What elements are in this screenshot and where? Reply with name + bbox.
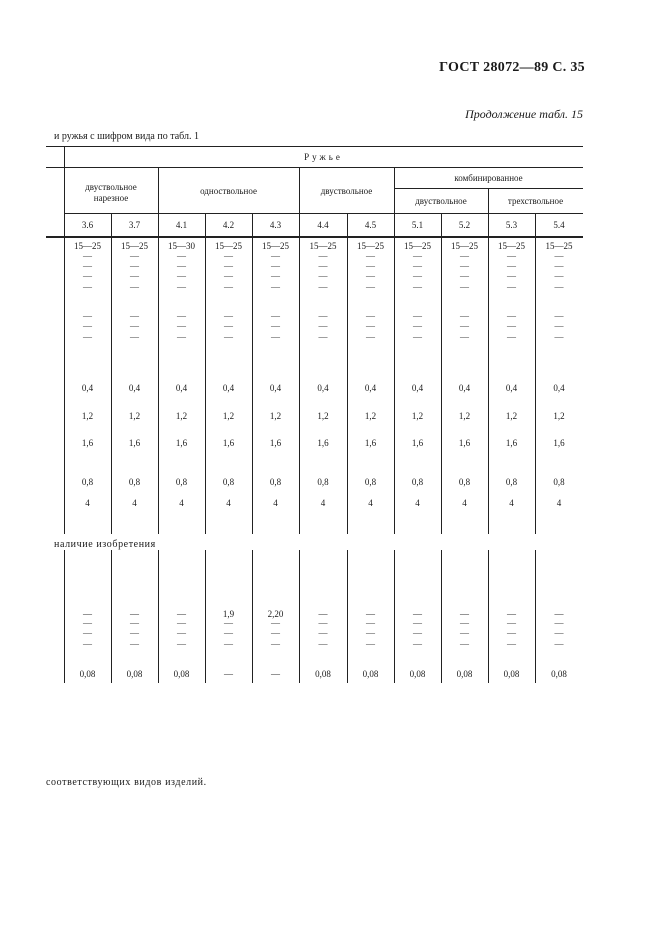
dash-cell: — xyxy=(460,271,469,281)
dash-cell: — xyxy=(507,618,516,628)
value-cell: 0,4 xyxy=(553,383,565,393)
value-cell: 1,6 xyxy=(222,438,235,448)
subgroup-label-line: трехствольное xyxy=(507,196,564,206)
value-cell: 0,4 xyxy=(175,383,188,393)
subgroup-label-line: нарезное xyxy=(93,193,129,203)
value-cell: 1,2 xyxy=(128,411,141,421)
dash-cell: — xyxy=(130,311,139,321)
table-intro-text: и ружья с шифром вида по табл. 1 xyxy=(54,131,199,142)
dash-cell: — xyxy=(318,251,328,261)
dash-cell: — xyxy=(224,628,233,638)
value-cell: 2,20 xyxy=(267,609,284,619)
dash-cell: — xyxy=(271,251,280,261)
dash-cell: — xyxy=(83,282,92,292)
value-cell: — xyxy=(83,609,92,619)
value-cell: — xyxy=(413,609,422,619)
range-cell: 15—30 xyxy=(168,241,195,251)
dash-cell: — xyxy=(177,628,186,638)
dash-cell: — xyxy=(554,271,564,281)
value-cell: — xyxy=(554,609,564,619)
dash-cell: — xyxy=(318,618,328,628)
dash-cell: — xyxy=(554,261,564,271)
dash-cell: — xyxy=(130,261,139,271)
value-cell: 4 xyxy=(273,498,278,508)
value-cell: 4 xyxy=(85,498,90,508)
dash-cell: — xyxy=(366,261,375,271)
dash-cell: — xyxy=(224,271,233,281)
column-code: 4.1 xyxy=(175,220,188,230)
dash-cell: — xyxy=(83,639,92,649)
dash-cell: — xyxy=(224,321,233,331)
value-cell: — xyxy=(460,609,469,619)
value-cell: 1,6 xyxy=(128,438,141,448)
dash-cell: — xyxy=(460,628,469,638)
dash-cell: — xyxy=(271,261,280,271)
value-cell: 4 xyxy=(368,498,373,508)
column-code: 3.6 xyxy=(81,220,94,230)
dash-cell: — xyxy=(271,311,280,321)
dash-cell: — xyxy=(130,639,139,649)
dash-cell: — xyxy=(177,618,186,628)
range-cell: 15—25 xyxy=(74,241,101,251)
dash-cell: — xyxy=(177,251,186,261)
value-cell: 1,6 xyxy=(458,438,471,448)
dash-cell: — xyxy=(507,261,516,271)
dash-cell: — xyxy=(83,332,92,342)
value-cell: 1,6 xyxy=(81,438,94,448)
dash-cell: — xyxy=(130,628,139,638)
dash-cell: — xyxy=(271,321,280,331)
dash-cell: — xyxy=(271,282,280,292)
subgroup-label-rifled xyxy=(64,182,158,204)
dash-cell: — xyxy=(554,618,564,628)
dash-cell: — xyxy=(177,271,186,281)
dash-cell: — xyxy=(83,628,92,638)
value-cell: 1,6 xyxy=(175,438,188,448)
dash-cell: — xyxy=(224,251,233,261)
dash-cell: — xyxy=(507,271,516,281)
dash-cell: — xyxy=(177,639,186,649)
dash-cell: — xyxy=(413,639,422,649)
table-continuation-caption: Продолжение табл. 15 xyxy=(465,107,583,121)
dash-cell: — xyxy=(366,321,375,331)
value-cell: 1,6 xyxy=(505,438,518,448)
dash-cell: — xyxy=(554,282,564,292)
value-cell: 0,4 xyxy=(128,383,141,393)
dash-cell: — xyxy=(460,321,469,331)
dash-cell: — xyxy=(413,271,422,281)
dash-cell: — xyxy=(366,311,375,321)
dash-cell: — xyxy=(460,332,469,342)
value-cell: 1,2 xyxy=(269,411,282,421)
subgroup-label-line: одноствольное xyxy=(200,186,257,196)
dash-cell: — xyxy=(271,271,280,281)
column-code: 4.4 xyxy=(317,220,329,230)
footer-note: соответствующих видов изделий. xyxy=(46,777,207,788)
value-cell: 0,08 xyxy=(315,669,331,679)
value-cell: 1,6 xyxy=(317,438,329,448)
subgroup-rule xyxy=(64,213,583,214)
dash-cell: — xyxy=(507,251,516,261)
range-cell: 15—25 xyxy=(357,241,384,251)
column-code: 5.2 xyxy=(458,220,471,230)
dash-cell: — xyxy=(413,618,422,628)
dash-cell: — xyxy=(83,618,92,628)
dash-cell: — xyxy=(507,639,516,649)
dash-cell: — xyxy=(366,332,375,342)
value-cell: 0,8 xyxy=(364,477,377,487)
dash-cell: — xyxy=(507,311,516,321)
dash-cell: — xyxy=(507,628,516,638)
dash-cell: — xyxy=(177,311,186,321)
dash-cell: — xyxy=(507,282,516,292)
dash-cell: — xyxy=(130,618,139,628)
range-cell: 15—25 xyxy=(545,241,573,251)
dash-cell: — xyxy=(224,282,233,292)
value-cell: 0,8 xyxy=(317,477,329,487)
dash-cell: — xyxy=(366,639,375,649)
dash-cell: — xyxy=(271,332,280,342)
range-cell: 15—25 xyxy=(121,241,148,251)
value-cell: 1,2 xyxy=(222,411,235,421)
dash-cell: — xyxy=(460,639,469,649)
dash-cell: — xyxy=(366,271,375,281)
group-header-ruzhe: Ружье xyxy=(304,152,343,162)
value-cell: 0,4 xyxy=(411,383,424,393)
page-header: ГОСТ 28072—89 С. 35 xyxy=(439,60,585,75)
dash-cell: — xyxy=(130,271,139,281)
dash-cell: — xyxy=(318,261,328,271)
value-cell: 0,4 xyxy=(317,383,329,393)
dash-cell: — xyxy=(177,261,186,271)
dash-cell: — xyxy=(413,282,422,292)
value-cell: 0,4 xyxy=(458,383,471,393)
value-cell: 1,6 xyxy=(269,438,282,448)
value-cell: 4 xyxy=(179,498,184,508)
subgroup-label-single xyxy=(158,186,299,197)
dash-cell: — xyxy=(413,261,422,271)
value-cell: 0,08 xyxy=(79,669,96,679)
dash-cell: — xyxy=(83,261,92,271)
range-cell: 15—25 xyxy=(404,241,431,251)
value-cell: 0,4 xyxy=(81,383,94,393)
dash-cell: — xyxy=(413,311,422,321)
value-cell: 0,4 xyxy=(222,383,235,393)
subgroup-label-line: двуствольное xyxy=(415,196,467,206)
dash-cell: — xyxy=(130,332,139,342)
value-cell: 0,8 xyxy=(269,477,282,487)
dash-cell: — xyxy=(413,332,422,342)
column-code: 4.5 xyxy=(364,220,377,230)
dash-cell: — xyxy=(271,618,280,628)
column-code: 5.4 xyxy=(553,220,565,230)
value-cell: 0,8 xyxy=(175,477,188,487)
dash-cell: — xyxy=(318,311,328,321)
dash-cell: — xyxy=(318,639,328,649)
value-cell: 1,2 xyxy=(317,411,329,421)
value-cell: 4 xyxy=(226,498,231,508)
dash-cell: — xyxy=(460,618,469,628)
dash-cell: — xyxy=(318,628,328,638)
dash-cell: — xyxy=(318,282,328,292)
header-bottom-rule xyxy=(46,236,583,238)
dash-cell: — xyxy=(318,271,328,281)
value-cell: 0,8 xyxy=(458,477,471,487)
subgroup-label-line: двуствольное xyxy=(320,186,373,196)
value-cell: 0,08 xyxy=(362,669,379,679)
dash-cell: — xyxy=(318,332,328,342)
dash-cell: — xyxy=(83,311,92,321)
dash-cell: — xyxy=(271,639,280,649)
value-cell: 1,6 xyxy=(553,438,565,448)
group-header-rule xyxy=(64,167,583,168)
value-cell: 0,8 xyxy=(81,477,94,487)
dash-cell: — xyxy=(366,282,375,292)
value-cell: 4 xyxy=(132,498,137,508)
dash-cell: — xyxy=(366,251,375,261)
subgroup-label-comb_triple xyxy=(488,196,583,207)
dash-cell: — xyxy=(224,332,233,342)
dash-cell: — xyxy=(554,311,564,321)
dash-cell: — xyxy=(507,332,516,342)
value-cell: 1,6 xyxy=(411,438,424,448)
value-cell: 4 xyxy=(462,498,467,508)
value-cell: 4 xyxy=(415,498,420,508)
value-cell: 1,2 xyxy=(553,411,565,421)
value-cell: 1,2 xyxy=(175,411,188,421)
value-cell: 1,2 xyxy=(458,411,471,421)
range-cell: 15—25 xyxy=(498,241,525,251)
dash-cell: — xyxy=(413,628,422,638)
dash-cell: — xyxy=(130,321,139,331)
subgroup-label-combined: комбинированное xyxy=(454,173,523,183)
dash-cell: — xyxy=(413,321,422,331)
subgroup-label-line: двуствольное xyxy=(85,182,137,192)
range-cell: 15—25 xyxy=(262,241,289,251)
dash-cell: — xyxy=(224,311,233,321)
subgroup-label-double xyxy=(299,186,394,197)
dash-cell: — xyxy=(366,618,375,628)
dash-cell: — xyxy=(554,321,564,331)
range-cell: 15—25 xyxy=(309,241,337,251)
dash-cell: — xyxy=(130,251,139,261)
value-cell: 1,6 xyxy=(364,438,377,448)
value-cell: — xyxy=(177,609,186,619)
value-cell: 0,08 xyxy=(126,669,143,679)
dash-cell: — xyxy=(413,251,422,261)
dash-cell: — xyxy=(507,321,516,331)
section-note: наличие изобретения xyxy=(54,539,156,550)
value-cell: 0,08 xyxy=(456,669,473,679)
column-code: 3.7 xyxy=(128,220,141,230)
dash-cell: — xyxy=(83,251,92,261)
value-cell: — xyxy=(130,609,139,619)
dash-cell: — xyxy=(460,251,469,261)
value-cell: 0,8 xyxy=(411,477,424,487)
value-cell: 1,2 xyxy=(81,411,94,421)
dash-cell: — xyxy=(83,271,92,281)
subgroup-label-comb_double xyxy=(394,196,488,207)
dash-cell: — xyxy=(554,332,564,342)
value-cell: 1,2 xyxy=(364,411,377,421)
value-cell: — xyxy=(318,609,328,619)
value-cell: 1,9 xyxy=(222,609,235,619)
range-cell: 15—25 xyxy=(451,241,478,251)
value-cell: 4 xyxy=(556,498,562,508)
dash-cell: — xyxy=(271,628,280,638)
dash-cell: — xyxy=(177,282,186,292)
value-cell: 4 xyxy=(320,498,326,508)
table-top-rule xyxy=(46,146,583,147)
value-cell: 0,4 xyxy=(505,383,518,393)
column-code: 5.1 xyxy=(411,220,424,230)
value-cell: — xyxy=(507,609,516,619)
dash-cell: — xyxy=(224,261,233,271)
value-cell: 0,08 xyxy=(173,669,190,679)
stub-divider xyxy=(64,146,65,534)
dash-cell: — xyxy=(366,628,375,638)
dash-cell: — xyxy=(554,639,564,649)
dash-cell: — xyxy=(460,282,469,292)
value-cell: — xyxy=(366,609,375,619)
value-cell: 0,08 xyxy=(409,669,426,679)
dash-cell: — xyxy=(460,261,469,271)
dash-cell: — xyxy=(130,282,139,292)
dash-cell: — xyxy=(177,332,186,342)
dash-cell: — xyxy=(224,639,233,649)
dash-cell: — xyxy=(460,311,469,321)
dash-cell: — xyxy=(224,618,233,628)
column-code: 4.3 xyxy=(269,220,282,230)
dash-cell: — xyxy=(177,321,186,331)
value-cell: 0,4 xyxy=(364,383,377,393)
column-code: 4.2 xyxy=(222,220,235,230)
value-cell: 0,08 xyxy=(551,669,567,679)
dash-cell: — xyxy=(318,321,328,331)
range-cell: 15—25 xyxy=(215,241,242,251)
value-cell: 0,8 xyxy=(505,477,518,487)
stub-rule xyxy=(46,167,64,168)
value-cell: 0,8 xyxy=(128,477,141,487)
value-cell: 0,08 xyxy=(503,669,520,679)
value-cell: 0,4 xyxy=(269,383,282,393)
value-cell: 4 xyxy=(509,498,514,508)
value-cell: 1,2 xyxy=(505,411,518,421)
dash-cell: — xyxy=(83,321,92,331)
dash-cell: — xyxy=(554,628,564,638)
dash-cell: — xyxy=(554,251,564,261)
value-cell: — xyxy=(224,669,233,679)
value-cell: 0,8 xyxy=(222,477,235,487)
value-cell: 0,8 xyxy=(553,477,565,487)
value-cell: 1,2 xyxy=(411,411,424,421)
value-cell: — xyxy=(271,669,280,679)
column-code: 5.3 xyxy=(505,220,518,230)
